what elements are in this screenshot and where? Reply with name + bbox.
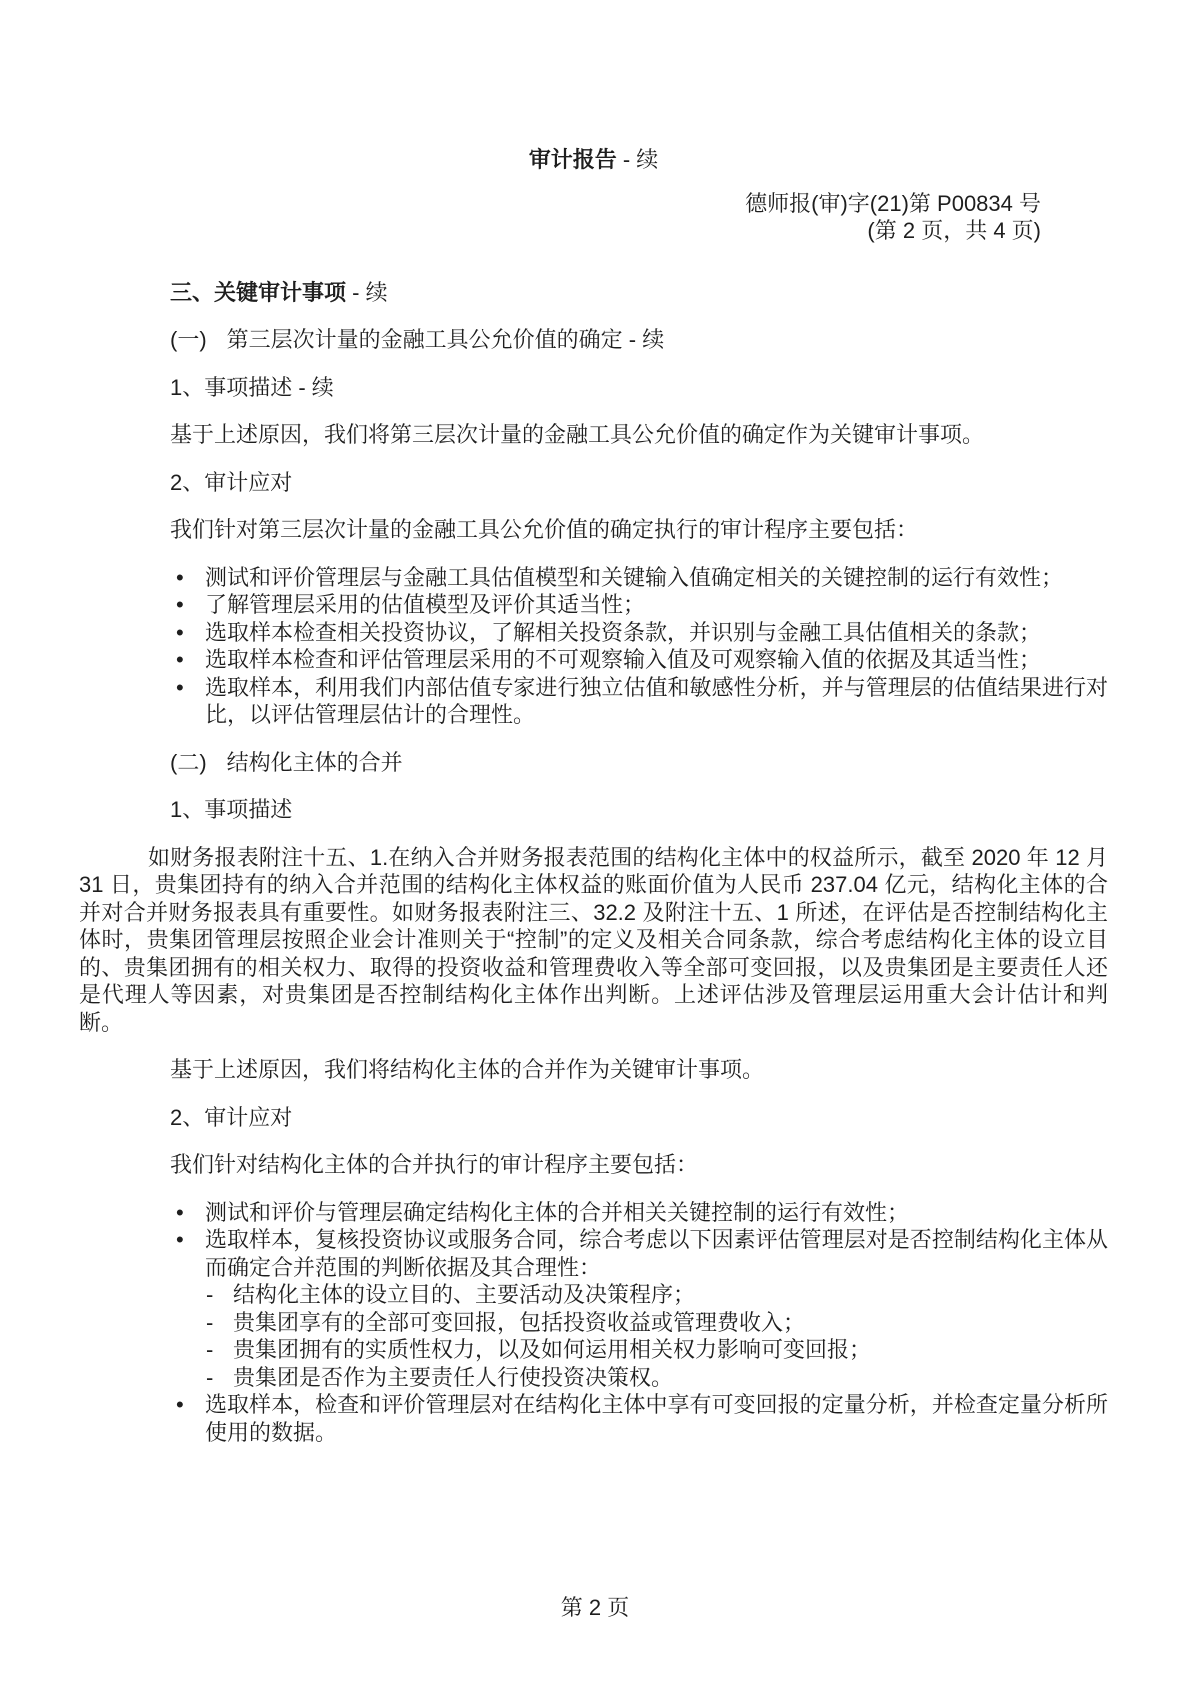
sublist-item [205,1309,1108,1337]
part1-subheading-response: 2、审计应对 [170,469,293,495]
bullet-icon: • [176,647,184,672]
sublist-item-text: 贵集团是否作为主要责任人行使投资决策权。 [233,1364,674,1390]
list-item-text: 选取样本，利用我们内部估值专家进行独立估值和敏感性分析，并与管理层的估值结果进行对比，以评估管理层估计的合理性。 [205,674,1108,727]
part1-paragraph-procedures-intro: 我们针对第三层次计量的金融工具公允价值的确定执行的审计程序主要包括： [170,517,919,542]
list-item-text: 了解管理层采用的估值模型及评价其适当性； [205,592,646,617]
list-item-text: 选取样本检查和评估管理层采用的不可观察输入值及可观察输入值的依据及其适当性； [205,647,1042,672]
part2-paragraph-description: 如财务报表附注十五、1.在纳入合并财务报表范围的结构化主体中的权益所示，截至 2020 年 12 月 31 日，贵集团持有的纳入合并范围的结构化主体权益的账面价值为人民币 237.04 亿元，结构化主体的合并对合并财务报表具有重要性。如财务报表附注三、32.2 及附注十五、1 所述，在评估是否控制结构化主体时，贵集团管理层按照企业会计准则关于“控制”的定义及相关合同条款，综合考虑结构化主体的设立目的、贵集团拥有的相关权力、取得的投资收益和管理费收入等全部可变回报，以及贵集团是主要责任人还是代理人等因素，对贵集团是否控制结构化主体作出判断。上述评估涉及管理层运用重大会计估计和判断。 [79,844,1108,1035]
bullet-icon: • [176,1227,184,1252]
sublist-item [205,1336,1108,1364]
sublist-item-text: 贵集团拥有的实质性权力，以及如何运用相关权力影响可变回报； [233,1337,872,1362]
dash-icon: - [206,1309,214,1335]
section-heading-key-audit-matters [170,279,1108,307]
bullet-icon: • [176,619,184,645]
part2-paragraph-procedures-intro: 我们针对结构化主体的合并执行的审计程序主要包括： [170,1152,699,1177]
bullet-icon: • [176,564,184,590]
list-item [176,674,1108,729]
consideration-sublist [205,1281,1108,1391]
part2-subheading-response: 2、审计应对 [170,1104,293,1130]
part1-heading [170,326,1108,354]
document-title [79,146,1108,174]
document-title-main: 审计报告 [528,147,617,172]
dash-icon: - [206,1364,214,1390]
dash-icon: - [206,1337,214,1362]
page-indicator: (第 2 页，共 4 页) [867,218,1041,243]
sublist-item-text: 贵集团享有的全部可变回报，包括投资收益或管理费收入； [233,1309,806,1335]
list-item-text: 测试和评价与管理层确定结构化主体的合并相关关键控制的运行有效性； [205,1199,910,1225]
part1-title: 第三层次计量的金融工具公允价值的确定 - 续 [226,327,665,352]
document-title-suffix: - 续 [616,147,659,172]
sublist-item [205,1364,1108,1392]
report-reference-number: 德师报(审)字(21)第 P00834 号 [745,190,1041,216]
list-item-lead-text: 选取样本，复核投资协议或服务合同，综合考虑以下因素评估管理层对是否控制结构化主体从而确定合并范围的判断依据及其合理性： [205,1227,1108,1280]
bullet-icon: • [176,674,184,700]
list-item-text: 选取样本，检查和评价管理层对在结构化主体中享有可变回报的定量分析，并检查定量分析所使用的数据。 [205,1392,1108,1445]
list-item-text: 选取样本检查相关投资协议，了解相关投资条款，并识别与金融工具估值相关的条款； [205,619,1042,645]
list-item [176,1199,1108,1227]
bullet-icon: • [176,1392,184,1417]
bullet-icon: • [176,592,184,617]
list-item-text [205,1226,1108,1391]
list-item [176,564,1108,592]
list-item [176,591,1108,619]
part2-paragraph-conclusion: 基于上述原因，我们将结构化主体的合并作为关键审计事项。 [170,1057,765,1082]
part2-heading [170,749,1108,777]
part2-label: (二) [170,749,207,775]
part2-procedures-list [176,1199,1108,1447]
part2-subheading-description: 1、事项描述 [170,797,293,822]
list-item-text: 测试和评价管理层与金融工具估值模型和关键输入值确定相关的关键控制的运行有效性； [205,564,1064,590]
bullet-icon: • [176,1199,184,1225]
list-item [176,619,1108,647]
part1-paragraph-conclusion: 基于上述原因，我们将第三层次计量的金融工具公允价值的确定作为关键审计事项。 [170,422,985,447]
sublist-item [205,1281,1108,1309]
part1-subheading-description: 1、事项描述 - 续 [170,374,334,400]
list-item [176,1391,1108,1446]
list-item [176,1226,1108,1391]
dash-icon: - [206,1282,214,1307]
part1-label: (一) [170,327,207,352]
section-heading-suffix: - 续 [346,279,388,305]
part2-title: 结构化主体的合并 [226,749,403,775]
list-item [176,646,1108,674]
part1-procedures-list [176,564,1108,729]
page-footer: 第 2 页 [560,1595,630,1620]
sublist-item-text: 结构化主体的设立目的、主要活动及决策程序； [233,1282,696,1307]
section-heading-main: 三、关键审计事项 [170,279,347,305]
report-reference-block [79,190,1041,245]
